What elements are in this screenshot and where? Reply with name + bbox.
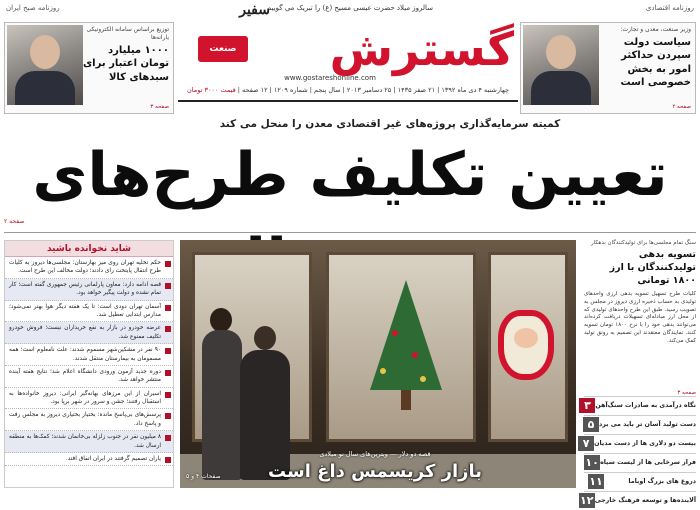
page-index <box>579 396 696 510</box>
photo-pages: صفحات ۴ و ۵ <box>186 473 221 480</box>
bullet-icon <box>165 435 171 441</box>
brief-item[interactable] <box>5 257 173 279</box>
brief-text: ۸ میلیون نفر در جنوب زلزله بی‌خانمان شدند؛ کمک‌ها به منطقه ارسال شد. <box>9 434 161 449</box>
lead-headline[interactable]: تعیین تکلیف طرح‌های <box>32 140 668 210</box>
dateline: چهارشنبه ۴ دی ماه ۱۳۹۲ | ۲۱ صفر ۱۴۳۵ | ۲۵ دسامبر ۲۰۱۳ | سال پنجم | شماره ۱۲۰۹ | ۱۲ صفحه | قیمت ۳۰۰۰ تومان <box>186 86 510 94</box>
logo-wordmark: گسترش <box>329 22 514 76</box>
right-kicker: سنگ تمام مجلسی‌ها برای تولیدکنندگان بدهکار <box>591 240 696 246</box>
right-column <box>579 240 696 508</box>
lead-page: صفحه ۲ <box>4 218 25 225</box>
christmas-market-photo[interactable] <box>180 240 576 488</box>
index-row[interactable] <box>584 415 696 434</box>
photo-caption: قصه دو دلار — ویترین‌های سال نو میلادی <box>319 450 431 458</box>
brief-text: پرسش‌های بی‌پاسخ مانده: بختیار بختیاری دیروز به مجلس رفت و پاسخ داد. <box>9 412 161 427</box>
index-title: دست تولید آسان تر باید می برد <box>598 421 696 429</box>
briefs-heading: شاید نخوانده باشید <box>5 241 173 257</box>
index-page-number: ۵ <box>583 417 599 432</box>
teaser-right-page: صفحه ۲ <box>672 104 691 110</box>
top-right-tag: روزنامه اقتصادی <box>645 4 694 12</box>
index-page-number: ۱۰ <box>585 456 599 470</box>
brief-item[interactable] <box>5 453 173 466</box>
brief-text: عرضه خودرو در بازار به نفع خریداران نیست؛ فروش خودرو تکلیف ممنوع شد. <box>9 325 161 340</box>
dateline-text: چهارشنبه ۴ دی ماه ۱۳۹۲ | ۲۱ صفر ۱۴۳۵ | ۲۵ دسامبر ۲۰۱۳ | سال پنجم | شماره ۱۲۰۹ | ۱۲ صفحه <box>242 86 510 94</box>
bullet-icon <box>165 413 171 419</box>
ornament <box>412 352 418 358</box>
site-url[interactable]: www.gostareshonline.com <box>284 74 376 82</box>
brief-text: آسمان تهران دودی است: تا یک هفته دیگر هوا بهتر نمی‌شود؛ مدارس ابتدایی تعطیل شد. <box>9 303 161 318</box>
bullet-icon <box>165 305 171 311</box>
index-page-number: ۱۱ <box>589 475 603 489</box>
top-mark: سفیر <box>239 2 270 18</box>
top-slogan: سالروز میلاد حضرت عیسی مسیح (ع) را تبریک می گوییم <box>266 4 434 12</box>
index-title: دروغ های بزرگ اوباما <box>628 478 696 486</box>
brief-text: ۹۰ نفر در مشکین‌شهر مسموم شدند: علت نامعلوم است؛ همه مسمومان به بیمارستان منتقل شدند. <box>9 347 161 362</box>
index-title: نگاه درآمدی به صادرات سنگ‌آهن <box>595 402 696 410</box>
logo-badge: صنعت معدن <box>198 36 248 62</box>
brief-item[interactable] <box>5 322 173 344</box>
right-page: صفحه ۳ <box>677 389 696 396</box>
shopper-head <box>210 308 232 332</box>
index-page-number: ۷ <box>578 436 594 451</box>
index-row[interactable] <box>584 434 696 453</box>
divider <box>178 100 518 102</box>
brief-text: دوره جدید آزمون ورودی دانشگاه اعلام شد؛ نتایج هفته آینده منتشر خواهد شد. <box>9 368 161 384</box>
lead-kicker: کمیته سرمایه‌گذاری پروژه‌های غیر اقتصادی معدن را منحل می کند <box>219 118 561 130</box>
brief-text: حکم تخلیه تهران روی میز بهارستان: مجلسی‌ها دیروز به کلیات طرح انتقال پایتخت رای دادند؛ دولت مخالف این طرح است. <box>9 260 161 275</box>
ornament <box>392 330 398 336</box>
minister-photo <box>523 25 599 105</box>
bullet-icon <box>165 457 171 463</box>
index-row[interactable] <box>584 472 696 491</box>
bullet-icon <box>165 392 171 398</box>
brief-text: قصه ادامه دارد: معاون پارلمانی رئیس جمهوری گفته است؛ کار تمام نشده و دولت پیگیر خواهد بود. <box>9 281 161 297</box>
tree-trunk <box>401 390 411 410</box>
brief-item[interactable] <box>5 344 173 366</box>
photo-title[interactable]: بازار کریسمس داغ است <box>267 461 483 482</box>
ornament <box>380 368 386 374</box>
bullet-icon <box>165 348 171 354</box>
briefs-list <box>5 257 173 466</box>
santa-face <box>514 328 538 348</box>
brief-item[interactable] <box>5 388 173 410</box>
right-title[interactable]: تسویه بدهی تولیدکنندگان با ارز ۱۸۰۰ تومانی <box>609 249 696 286</box>
ornament <box>420 376 426 382</box>
brief-item[interactable] <box>5 366 173 388</box>
brief-item[interactable] <box>5 301 173 323</box>
index-page-number: ۳ <box>579 398 595 413</box>
teaser-left-page: صفحه ۳ <box>150 104 169 110</box>
briefs-column <box>4 240 174 488</box>
teaser-right-kicker: وزیر صنعت، معدن و تجارت: <box>620 26 691 33</box>
teaser-left-title[interactable]: ۱۰۰۰ میلیارد تومان اعتبار برای سبدهای کالا <box>83 44 169 83</box>
index-page-number: ۱۲ <box>579 494 594 508</box>
minister-photo <box>7 25 83 105</box>
teaser-right-title[interactable]: سیاست دولت سپردن حداکثر امور به بخش خصوصی است <box>620 36 691 89</box>
index-row[interactable] <box>584 453 696 472</box>
brief-item[interactable] <box>5 279 173 301</box>
teaser-right[interactable] <box>520 22 696 114</box>
top-left-tag: روزنامه صبح ایران <box>6 4 60 12</box>
index-row[interactable] <box>584 396 696 415</box>
index-title: فراز سرخابی ها از لیست سیاه <box>600 459 696 467</box>
teaser-left-kicker: توزیع براساس سامانه الکترونیکی یارانه‌ها <box>86 26 169 41</box>
brief-text: یاران تصمیم گرفتند در ایران اتفاق افتد. <box>65 456 161 463</box>
teaser-left[interactable] <box>4 22 174 114</box>
right-body: کلیات طرح تسهیل تسویه بدهی ارزی واحدهای تولیدی به حساب ذخیره ارزی دیروز در مجلس به تصویب رسید. طبق این طرح واحدهای تولیدی که از محل ارز مبادله‌ای تسهیلات دریافت کرده‌اند می‌توانند بدهی خود را با نرخ ۱۸۰۰ تومان تسویه کنند. نمایندگان معتقدند این تصمیم به رونق تولید کمک می‌کند. <box>584 290 696 345</box>
bullet-icon <box>165 326 171 332</box>
index-title: بیست دو دلاری ها از دست مدیان <box>594 440 696 448</box>
bullet-icon <box>165 370 171 376</box>
bullet-icon <box>165 283 171 289</box>
brief-item[interactable] <box>5 409 173 431</box>
brief-text: اسیران از این مرزهای بهانه‌گیر ایرانی: دیروز خانواده‌ها به استقبال رفتند؛ جشن و سرور در شهر برپا بود. <box>9 390 161 406</box>
divider <box>4 232 696 233</box>
price-text: قیمت ۳۰۰۰ تومان <box>186 86 236 94</box>
shopper <box>202 330 242 480</box>
index-title: آلاینده‌ها و توسعه فرهنگ خارجی <box>594 497 696 505</box>
brief-item[interactable] <box>5 431 173 453</box>
index-row[interactable] <box>579 491 696 510</box>
shopper-head <box>254 326 276 350</box>
bullet-icon <box>165 261 171 267</box>
